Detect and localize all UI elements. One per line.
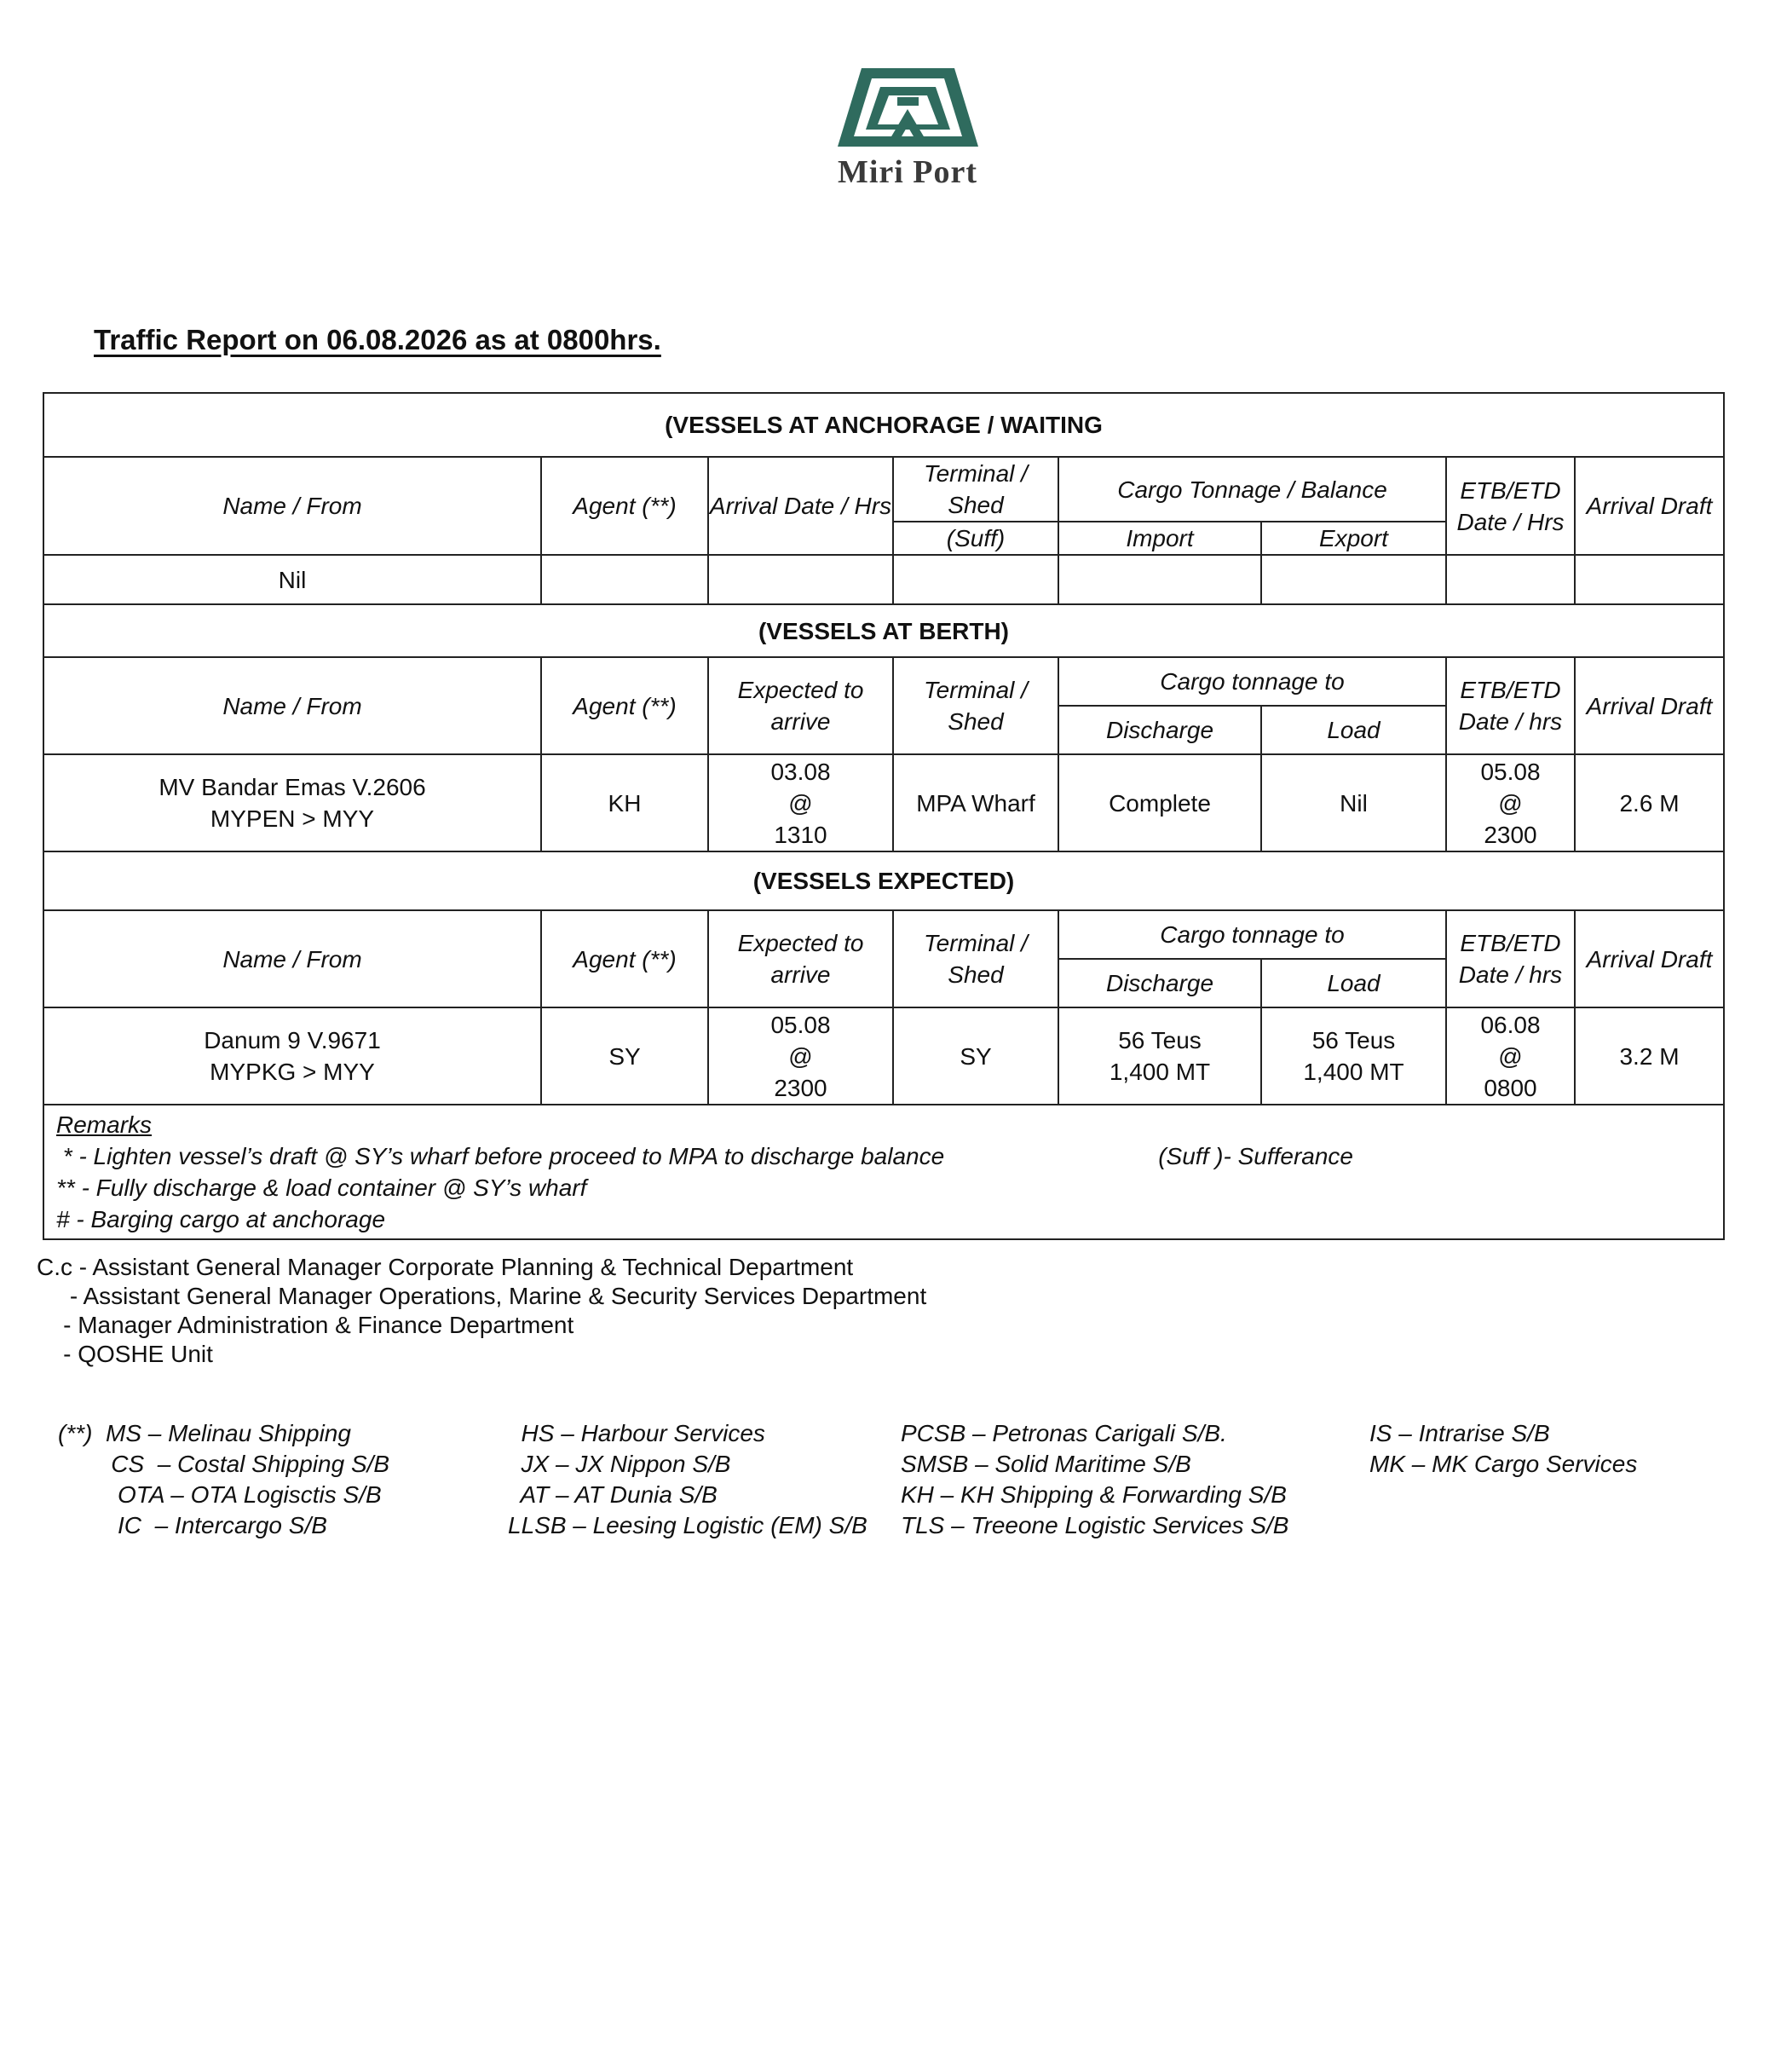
expected-vessel-name-from [43, 1007, 541, 1105]
etb-time: 0800 [1484, 1074, 1537, 1101]
header-agent: Agent (**) [541, 457, 708, 555]
agent-legend-item: LLSB – Leesing Logistic (EM) S/B [508, 1512, 867, 1538]
brand-name: Miri Port [837, 154, 978, 190]
table-row [43, 1007, 1724, 1105]
agent-legend-col-4 [1369, 1418, 1637, 1480]
agent-legend-item: HS – Harbour Services [508, 1420, 765, 1446]
header-discharge: Discharge [1058, 959, 1261, 1007]
traffic-report-table [43, 392, 1725, 1240]
discharge-teus: 56 Teus [1118, 1027, 1202, 1053]
etb-date: 05.08 [1480, 758, 1541, 785]
header-arrival-draft: Arrival Draft [1575, 657, 1724, 754]
expected-time: 1310 [774, 821, 827, 848]
berth-expected-arrival [708, 754, 893, 851]
remark-sufferance: (Suff )- Sufferance [1158, 1143, 1353, 1169]
expected-date: 03.08 [770, 758, 831, 785]
expected-terminal: SY [893, 1007, 1058, 1105]
header-agent: Agent (**) [541, 910, 708, 1007]
header-terminal-shed: Terminal / Shed [893, 457, 1058, 522]
carbon-copy-list [37, 1253, 926, 1369]
expected-arrival-draft: 3.2 M [1575, 1007, 1724, 1105]
header-cargo-tonnage-to: Cargo tonnage to [1058, 910, 1446, 959]
header-expected-to-arrive: Expected to arrive [708, 910, 893, 1007]
agent-legend-col-2 [508, 1418, 867, 1541]
cc-line: - Manager Administration & Finance Department [37, 1312, 574, 1338]
remarks-box [43, 1105, 1724, 1239]
vessel-route: MYPEN > MYY [210, 805, 375, 832]
header-load: Load [1261, 959, 1446, 1007]
expected-at: @ [788, 789, 813, 817]
agent-legend-col-3 [901, 1418, 1288, 1541]
agent-legend-col-1 [58, 1418, 389, 1541]
remark-line-3: # - Barging cargo at anchorage [56, 1206, 386, 1232]
section-heading-berth: (VESSELS AT BERTH) [43, 604, 1724, 657]
expected-etb-etd [1446, 1007, 1575, 1105]
agent-legend-item: IC – Intercargo S/B [58, 1512, 327, 1538]
expected-discharge [1058, 1007, 1261, 1105]
header-arrival-draft: Arrival Draft [1575, 910, 1724, 1007]
header-terminal-shed: Terminal / Shed [893, 657, 1058, 754]
header-cargo-tonnage-balance: Cargo Tonnage / Balance [1058, 457, 1446, 522]
header-terminal-shed: Terminal / Shed [893, 910, 1058, 1007]
agent-legend-item: (**) MS – Melinau Shipping [58, 1420, 351, 1446]
expected-date: 05.08 [770, 1011, 831, 1038]
vessel-name: MV Bandar Emas V.2606 [159, 774, 426, 800]
expected-at: @ [788, 1042, 813, 1070]
discharge-tonnage: 1,400 MT [1109, 1059, 1211, 1085]
agent-legend-item: CS – Costal Shipping S/B [58, 1451, 390, 1477]
berth-arrival-draft: 2.6 M [1575, 754, 1724, 851]
agent-legend-item: JX – JX Nippon S/B [508, 1451, 731, 1477]
expected-time: 2300 [774, 1074, 827, 1101]
table-row [43, 754, 1724, 851]
expected-agent: SY [541, 1007, 708, 1105]
section-heading-expected: (VESSELS EXPECTED) [43, 851, 1724, 910]
expected-load [1261, 1007, 1446, 1105]
berth-agent: KH [541, 754, 708, 851]
header-load: Load [1261, 706, 1446, 754]
load-tonnage: 1,400 MT [1303, 1059, 1404, 1085]
agent-legend-item: KH – KH Shipping & Forwarding S/B [901, 1481, 1287, 1508]
berth-discharge: Complete [1058, 754, 1261, 851]
berth-terminal: MPA Wharf [893, 754, 1058, 851]
table-row [43, 555, 1724, 604]
report-title: Traffic Report on 06.08.2026 as at 0800hrs. [94, 324, 661, 355]
cc-line: - QOSHE Unit [37, 1341, 213, 1367]
expected-expected-arrival [708, 1007, 893, 1105]
header-expected-to-arrive: Expected to arrive [708, 657, 893, 754]
agent-legend-item: OTA – OTA Logisctis S/B [58, 1481, 382, 1508]
etb-at: @ [1498, 1042, 1523, 1070]
etb-at: @ [1498, 789, 1523, 817]
berth-vessel-name-from [43, 754, 541, 851]
agent-legend-item: TLS – Treeone Logistic Services S/B [901, 1512, 1289, 1538]
agent-legend-item: MK – MK Cargo Services [1369, 1451, 1638, 1477]
header-name-from: Name / From [43, 657, 541, 754]
header-etb-etd: ETB/ETD Date / Hrs [1446, 457, 1575, 555]
header-name-from: Name / From [43, 457, 541, 555]
header-name-from: Name / From [43, 910, 541, 1007]
berth-load: Nil [1261, 754, 1446, 851]
cc-line: C.c - Assistant General Manager Corporate Planning & Technical Department [37, 1254, 854, 1280]
vessel-route: MYPKG > MYY [210, 1059, 375, 1085]
header-cargo-tonnage-to: Cargo tonnage to [1058, 657, 1446, 706]
header-suff: (Suff) [893, 522, 1058, 555]
agent-legend-item: PCSB – Petronas Carigali S/B. [901, 1420, 1227, 1446]
remarks-label: Remarks [56, 1111, 153, 1138]
remark-line-2: ** - Fully discharge & load container @ SY’s wharf [56, 1175, 587, 1201]
miri-port-emblem-icon [838, 68, 978, 147]
miri-port-logo [835, 68, 980, 196]
remark-line-1: * - Lighten vessel’s draft @ SY’s wharf before proceed to MPA to discharge balance [56, 1143, 945, 1169]
berth-etb-etd [1446, 754, 1575, 851]
header-arrival-draft: Arrival Draft [1575, 457, 1724, 555]
header-discharge: Discharge [1058, 706, 1261, 754]
header-etb-etd: ETB/ETD Date / hrs [1446, 910, 1575, 1007]
cc-line: - Assistant General Manager Operations, Marine & Security Services Department [37, 1283, 927, 1309]
agent-legend-item: AT – AT Dunia S/B [508, 1481, 718, 1508]
etb-date: 06.08 [1480, 1011, 1541, 1038]
etb-time: 2300 [1484, 821, 1537, 848]
agent-legend-item: SMSB – Solid Maritime S/B [901, 1451, 1191, 1477]
agent-legend-item: IS – Intrarise S/B [1369, 1420, 1550, 1446]
section-heading-anchorage: (VESSELS AT ANCHORAGE / WAITING [43, 393, 1724, 457]
header-etb-etd: ETB/ETD Date / hrs [1446, 657, 1575, 754]
vessel-name: Danum 9 V.9671 [204, 1027, 381, 1053]
header-export: Export [1261, 522, 1446, 555]
header-agent: Agent (**) [541, 657, 708, 754]
header-import: Import [1058, 522, 1261, 555]
header-arrival-date: Arrival Date / Hrs [708, 457, 893, 555]
load-teus: 56 Teus [1311, 1027, 1396, 1053]
anchorage-vessel-name: Nil [43, 555, 541, 604]
